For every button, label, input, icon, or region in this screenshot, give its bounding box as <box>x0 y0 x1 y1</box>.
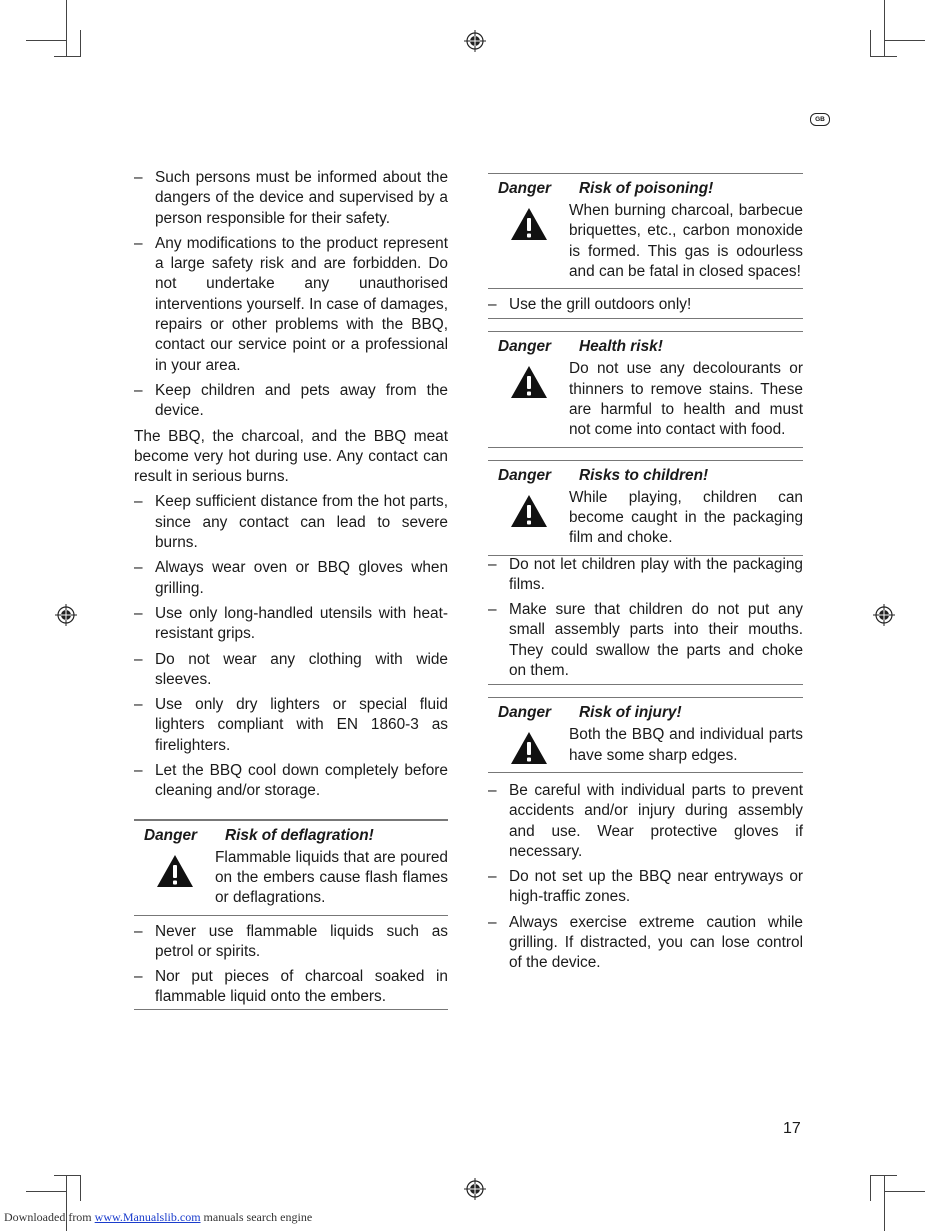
section-divider <box>134 1009 448 1010</box>
bullet-text: Use the grill outdoors only! <box>509 296 692 314</box>
bullet-dash: – <box>134 604 143 622</box>
bullet-list <box>488 781 803 974</box>
danger-text: Flammable liquids that are poured on the embers cause flash flames or deflagrations. <box>215 848 448 907</box>
download-footer <box>4 1210 312 1225</box>
bullet-text: Do not let children play with the packaging films. <box>509 555 803 593</box>
bullet-item <box>134 492 448 553</box>
danger-text: When burning charcoal, barbecue briquettes, etc., carbon monoxide is formed. This gas is odourless and can be fatal in closed spaces! <box>569 202 803 280</box>
crop-mark-top-left-h2 <box>54 56 81 57</box>
section-divider <box>488 684 803 685</box>
warning-icon <box>510 365 548 399</box>
bullet-dash: – <box>134 169 143 186</box>
bullet-text: Let the BBQ cool down completely before cleaning and/or storage. <box>155 762 448 800</box>
danger-box-deflagration <box>134 820 448 916</box>
bullet-text: Such persons must be informed about the dangers of the device and supervised by a person responsible for their safety. <box>155 169 448 227</box>
registration-mark-left <box>55 604 77 626</box>
bullet-item <box>488 913 803 974</box>
crop-mark-top-right-v2 <box>870 30 871 56</box>
registration-mark-bottom <box>464 1178 486 1200</box>
language-badge: GB <box>810 113 830 126</box>
bullet-dash: – <box>134 381 143 399</box>
bullet-item <box>134 234 448 376</box>
warning-icon <box>156 854 194 888</box>
left-column <box>134 168 448 1010</box>
danger-box-poisoning <box>488 173 803 289</box>
bullet-dash: – <box>134 650 143 668</box>
bullet-item <box>488 295 803 315</box>
bullet-text: Make sure that children do not put any small assembly parts into their mouths. They could swallow the parts and choke on them. <box>509 601 803 680</box>
danger-title: Risk of injury! <box>579 704 682 722</box>
danger-text: While playing, children can become caught in the packaging film and choke. <box>569 488 803 547</box>
bullet-text: Use only long-handled utensils with heat-resistant grips. <box>155 604 448 643</box>
bullet-item <box>134 761 448 802</box>
paragraph-hot-parts: The BBQ, the charcoal, and the BBQ meat become very hot during use. Any contact can result in serious burns. <box>134 427 448 486</box>
bullet-dash: – <box>134 696 143 714</box>
danger-title: Risk of deflagration! <box>225 826 374 844</box>
bullet-item <box>134 381 448 422</box>
right-column <box>488 173 803 979</box>
bullet-item <box>488 600 803 681</box>
bullet-text: Any modifications to the product represent a large safety risk and are forbidden. Do not undertake any unauthorised interventions yourself. In case of damages, repairs or other problems with the BBQ, contact our service point or a professional in your area. <box>155 234 448 374</box>
bullet-dash: – <box>488 781 497 799</box>
bullet-text: Always wear oven or BBQ gloves when grilling. <box>155 559 448 597</box>
crop-mark-bottom-right-h <box>885 1191 925 1192</box>
danger-box-children <box>488 460 803 556</box>
bullet-dash: – <box>488 601 497 619</box>
crop-mark-top-right-h <box>885 40 925 41</box>
crop-mark-top-left-h <box>26 40 66 41</box>
bullet-text: Always exercise extreme caution while grilling. If distracted, you can lose control of the device. <box>509 913 803 972</box>
bullet-list <box>488 295 803 315</box>
crop-mark-top-right-v <box>884 0 885 56</box>
danger-text: Both the BBQ and individual parts have some sharp edges. <box>569 726 803 764</box>
crop-mark-bottom-right-h2 <box>870 1175 897 1176</box>
crop-mark-bottom-right-v <box>884 1175 885 1231</box>
bullet-item <box>134 168 448 229</box>
crop-mark-top-right-h2 <box>870 56 897 57</box>
bullet-text: Keep sufficient distance from the hot parts, since any contact can lead to severe burns. <box>155 493 448 552</box>
bullet-text: Use only dry lighters or special fluid lighters compliant with EN 1860-3 as firelighters. <box>155 696 448 754</box>
bullet-item <box>134 967 448 1008</box>
danger-label: Danger <box>498 180 552 197</box>
bullet-dash: – <box>488 868 497 886</box>
footer-prefix: Downloaded from <box>4 1210 95 1224</box>
bullet-dash: – <box>134 922 143 940</box>
bullet-text: Never use flammable liquids such as petrol or spirits. <box>155 922 448 960</box>
bullet-item <box>134 922 448 963</box>
registration-mark-top <box>464 30 486 52</box>
danger-label: Danger <box>498 466 552 484</box>
bullet-dash: – <box>134 493 143 511</box>
bullet-dash: – <box>134 762 143 780</box>
crop-mark-top-left-v <box>66 0 67 56</box>
crop-mark-bottom-left-h <box>26 1191 66 1192</box>
danger-text: Do not use any decolourants or thinners to remove stains. These are harmful to health and must not come into contact with food. <box>569 360 803 439</box>
bullet-item <box>488 867 803 908</box>
bullet-item <box>488 781 803 862</box>
bullet-list <box>488 555 803 682</box>
danger-title: Risks to children! <box>579 466 709 484</box>
danger-title: Risk of poisoning! <box>579 180 714 197</box>
bullet-text: Keep children and pets away from the device. <box>155 381 448 420</box>
section-divider <box>134 807 448 820</box>
bullet-dash: – <box>134 234 143 252</box>
danger-label: Danger <box>498 338 552 356</box>
bullet-item <box>488 555 803 596</box>
danger-box-health <box>488 331 803 447</box>
bullet-text: Do not wear any clothing with wide sleeves. <box>155 650 448 688</box>
warning-icon <box>510 731 548 765</box>
bullet-item <box>134 695 448 756</box>
registration-mark-right <box>873 604 895 626</box>
warning-icon <box>510 494 548 528</box>
bullet-dash: – <box>134 968 143 986</box>
bullet-text: Do not set up the BBQ near entryways or high-traffic zones. <box>509 868 803 906</box>
warning-icon <box>510 207 548 241</box>
page-number: 17 <box>783 1120 801 1137</box>
bullet-dash: – <box>488 296 497 314</box>
crop-mark-top-left-v2 <box>80 30 81 56</box>
bullet-list <box>134 492 448 801</box>
crop-mark-bottom-left-v2 <box>80 1175 81 1201</box>
danger-box-injury <box>488 697 803 773</box>
bullet-dash: – <box>488 555 497 573</box>
bullet-text: Be careful with individual parts to prevent accidents and/or injury during assembly and use. Wear protective gloves if necessary. <box>509 781 803 860</box>
bullet-item <box>134 604 448 645</box>
footer-suffix: manuals search engine <box>200 1210 313 1224</box>
bullet-dash: – <box>134 559 143 577</box>
bullet-text: Nor put pieces of charcoal soaked in flammable liquid onto the embers. <box>155 968 448 1006</box>
bullet-item <box>134 650 448 691</box>
bullet-item <box>134 558 448 599</box>
bullet-list <box>134 922 448 1008</box>
section-divider <box>488 318 803 319</box>
manualslib-link[interactable]: www.Manualslib.com <box>94 1210 201 1224</box>
bullet-list <box>134 168 448 422</box>
crop-mark-bottom-left-h2 <box>54 1175 81 1176</box>
danger-label: Danger <box>144 826 198 844</box>
danger-label: Danger <box>498 704 552 722</box>
crop-mark-bottom-right-v2 <box>870 1175 871 1201</box>
danger-title: Health risk! <box>579 338 663 356</box>
bullet-dash: – <box>488 913 497 931</box>
